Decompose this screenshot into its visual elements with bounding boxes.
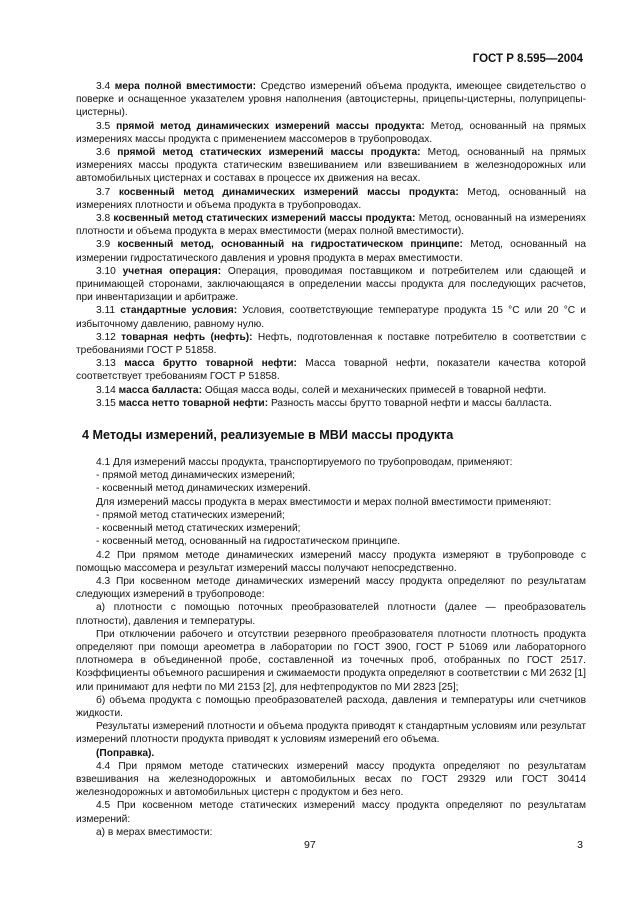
page-number: 97: [304, 839, 316, 851]
term-definition: [76, 238, 586, 264]
paragraph-4-3: 4.3 При косвенном методе динамических измерений массу продукта определяют по результатам следующих измерений в трубопроводе:: [76, 575, 586, 601]
list-item: - косвенный метод, основанный на гидростатическом принципе.: [96, 536, 401, 548]
document-header: ГОСТ Р 8.595—2004: [472, 53, 583, 65]
term-text: Метод, основанный на измерении гидростатического давления и уровня продукта в мерах вместимости.: [76, 239, 586, 264]
list-item: - косвенный метод статических измерений;: [96, 523, 301, 535]
term-text: Разность массы брутто товарной нефти и массы балласта.: [270, 397, 552, 409]
term-number: 3.7: [96, 186, 111, 198]
paragraph-4-2: 4.2 При прямом методе динамических измерений массу продукта измеряют в трубопроводе с помощью массомера и результат измерений массы получают непосредственно.: [76, 549, 586, 574]
term-number: 3.12: [96, 331, 116, 343]
paragraph-4-1-b: Для измерений массы продукта в мерах вместимости и мерах полной вместимости применяют:: [96, 496, 552, 508]
term-text: Метод, основанный на измерениях плотности и объема продукта в трубопроводах.: [76, 186, 586, 211]
term-name: прямой метод динамических измерений массы продукта:: [116, 120, 425, 132]
term-text: Средство измерений объема продукта, имеющее свидетельство о поверке и оснащенное указателем уровня наполнения (автоцистерны, прицепы-цистерны, полуприцепы-цистерны).: [76, 81, 587, 119]
term-name: прямой метод статических измерений массы продукта:: [117, 147, 421, 159]
term-number: 3.9: [96, 239, 111, 251]
document-body: [76, 80, 586, 839]
paragraph-4-3-note: При отключении рабочего и отсутствии резервного преобразователя плотности плотность продукта определяют при помощи ареометра в лаборатории по ГОСТ 3900, ГОСТ Р 51069 или лабораторного плотномера в объединенной пробе, составленной из точечных проб, отобранных по ГОСТ 2517. Коэффициенты объемного расширения и сжимаемости продукта определяют в соответствии с МИ 2632 [1] или принимают для нефти по МИ 2153 [2], для нефтепродуктов по МИ 2823 [25];: [76, 628, 586, 693]
term-text: Нефть, подготовленная к поставке потребителю в соответствии с требованиями ГОСТ Р 51858.: [76, 331, 586, 357]
term-definition: [76, 357, 586, 383]
term-text: Условия, соответствующие температуре продукта 15 °С или 20 °С и избыточному давлению, равному нулю.: [76, 305, 586, 330]
paragraph-4-5-a: а) в мерах вместимости:: [96, 826, 213, 838]
list-item: - прямой метод статических измерений;: [96, 509, 285, 521]
sheet-number: 3: [577, 839, 583, 851]
paragraph-4-3-a: а) плотности с помощью поточных преобразователей плотности (далее — преобразователь плотности), давления и температуры.: [76, 602, 586, 627]
term-name: масса балласта:: [118, 384, 202, 396]
term-number: 3.14: [96, 384, 116, 396]
term-name: товарная нефть (нефть):: [121, 331, 253, 343]
term-text: Общая масса воды, солей и механических примесей в товарной нефти.: [204, 384, 547, 396]
term-name: косвенный метод динамических измерений массы продукта:: [118, 186, 459, 198]
term-number: 3.4: [96, 81, 111, 92]
term-name: учетная операция:: [122, 265, 222, 277]
term-number: 3.10: [96, 265, 116, 277]
term-definition: [76, 384, 586, 397]
term-definition: [76, 397, 586, 410]
term-number: 3.8: [96, 213, 111, 225]
term-definition: [76, 186, 586, 212]
term-name: масса нетто товарной нефти:: [118, 397, 269, 409]
term-definition: [76, 331, 586, 357]
term-text: Метод, основанный на прямых измерениях массы продукта статическим взвешиванием или взвешиванием в железнодорожных или автомобильных цистернах и составах в процессе их движения на весах.: [76, 147, 586, 185]
amendment-note: (Поправка).: [96, 747, 155, 759]
paragraph-4-5: 4.5 При косвенном методе статических измерений массу продукта определяют по результатам измерений:: [76, 800, 586, 825]
term-name: мера полной вместимости:: [114, 81, 257, 92]
paragraph-4-4: 4.4 При прямом методе статических измерений массу продукта определяют по результатам взвешивания на железнодорожных и автомобильных весах по ГОСТ 29329 или ГОСТ 30414 железнодорожных и автомобильных цистерн с продуктом и без него.: [76, 760, 586, 799]
term-name: масса брутто товарной нефти:: [124, 358, 297, 370]
list-item: - косвенный метод динамических измерений.: [96, 483, 311, 495]
term-definition: [76, 212, 586, 238]
section-4-heading: 4 Методы измерений, реализуемые в МВИ массы продукта: [82, 428, 454, 443]
term-definition: [76, 304, 586, 330]
paragraph-4-3-result: Результаты измерений плотности и объема продукта приводят к стандартным условиям или результат измерений плотности продукта приводят к условиям измерений его объема.: [76, 721, 586, 746]
term-text: Метод, основанный на прямых измерениях массы продукта с применением массомеров в трубопроводах.: [76, 120, 586, 145]
paragraph-4-3-b: б) объема продукта с помощью преобразователей расхода, давления и температуры или счетчиков жидкости.: [76, 694, 586, 719]
paragraph-4-1: 4.1 Для измерений массы продукта, транспортируемого по трубопроводам, применяют:: [96, 457, 513, 469]
term-number: 3.6: [96, 147, 111, 159]
term-definition: [76, 265, 586, 305]
term-text: Метод, основанный на измерениях плотности и объема продукта в мерах вместимости (мерах полной вместимости).: [76, 213, 586, 238]
term-number: 3.11: [96, 305, 116, 317]
term-number: 3.15: [96, 397, 116, 409]
term-definition: [76, 146, 586, 186]
term-name: стандартные условия:: [120, 305, 238, 317]
terms-list: [76, 80, 586, 410]
term-number: 3.13: [96, 358, 116, 370]
term-definition: [76, 80, 586, 120]
term-name: косвенный метод, основанный на гидростатическом принципе:: [117, 239, 463, 251]
term-name: косвенный метод статических измерений массы продукта:: [113, 213, 416, 225]
term-number: 3.5: [96, 120, 111, 132]
list-item: - прямой метод динамических измерений;: [96, 470, 296, 482]
term-text: Масса товарной нефти, показатели качества которой соответствует требованиям ГОСТ Р 51858.: [76, 358, 586, 383]
term-definition: [76, 120, 586, 146]
term-text: Операция, проводимая поставщиком и потребителем или сдающей и принимающей сторонами, заключающаяся в определении массы продукта для последующих расчетов, при инвентаризации и арбитраже.: [76, 265, 586, 304]
